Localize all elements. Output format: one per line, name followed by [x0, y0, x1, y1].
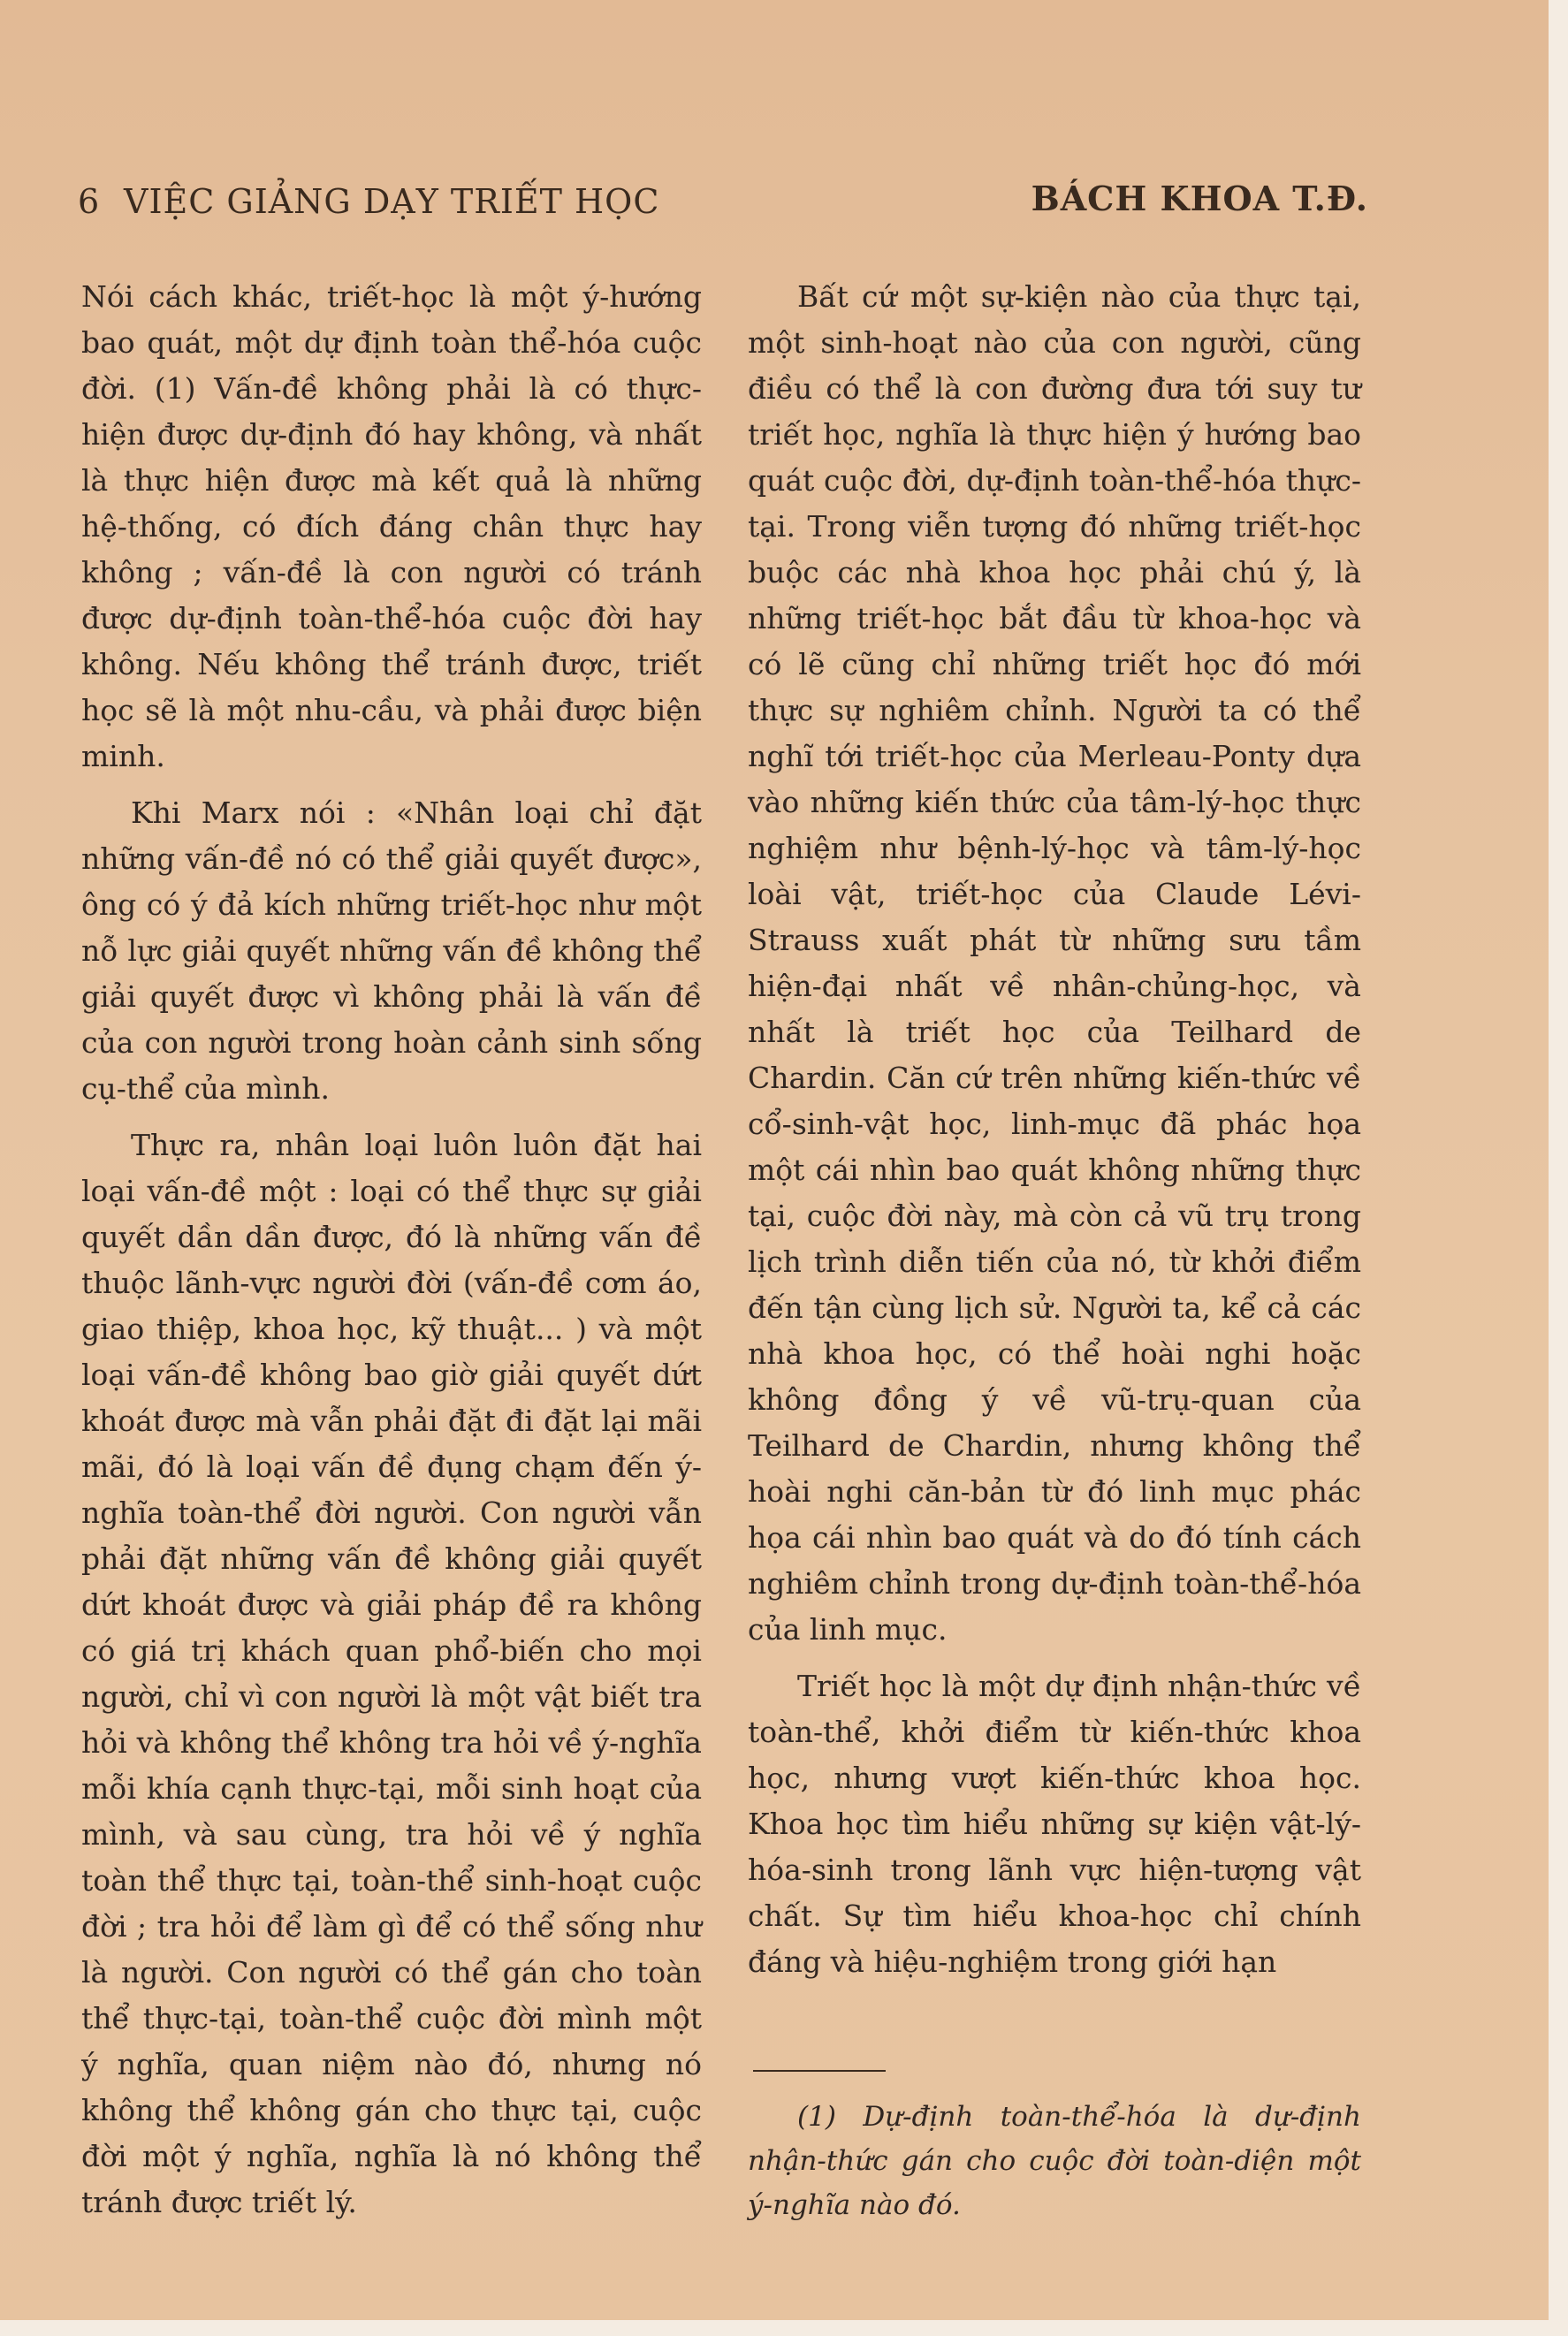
- section-title: VIỆC GIẢNG DẠY TRIẾT HỌC: [124, 182, 660, 221]
- right-column: [748, 274, 1361, 1996]
- running-header: [78, 175, 1368, 228]
- footnote-divider: [753, 2070, 886, 2072]
- left-column: [81, 274, 702, 2236]
- paragraph: Triết học là một dự định nhận-thức về toàn-thể, khởi điểm từ kiến-thức khoa học, nhưng vượt kiến-thức khoa học. Khoa học tìm hiểu những sự kiện vật-lý-hóa-sinh trong lãnh vực hiện-tượng vật chất. Sự tìm hiểu khoa-học chỉ chính đáng và hiệu-nghiệm trong giới hạn: [748, 1669, 1361, 1979]
- page-number: 6: [78, 182, 101, 221]
- paragraph: Nói cách khác, triết-học là một ý-hướng bao quát, một dự định toàn thể-hóa cuộc đời. (1) Vấn-đề không phải là có thực-hiện được dự-định đó hay không, và nhất là thực hiện được mà kết quả là những hệ-thống, có đích đáng chân thực hay không ; vấn-đề là con người có tránh được dự-định toàn-thể-hóa cuộc đời hay không. Nếu không thể tránh được, triết học sẽ là một nhu-cầu, và phải được biện minh.: [81, 279, 702, 773]
- paragraph: Khi Marx nói : «Nhân loại chỉ đặt những vấn-đề nó có thể giải quyết được», ông có ý đả kích những triết-học như một nỗ lực giải quyết những vấn đề không thể giải quyết được vì không phải là vấn đề của con người trong hoàn cảnh sinh sống cụ-thể của mình.: [81, 795, 702, 1106]
- paragraph: Bất cứ một sự-kiện nào của thực tại, một sinh-hoạt nào của con người, cũng điều có thể là con đường đưa tới suy tư triết học, nghĩa là thực hiện ý hướng bao quát cuộc đời, dự-định toàn-thể-hóa thực-tại. Trong viễn tượng đó những triết-học buộc các nhà khoa học phải chú ý, là những triết-học bắt đầu từ khoa-học và có lẽ cũng chỉ những triết học đó mới thực sự nghiêm chỉnh. Người ta có thể nghĩ tới triết-học của Merleau-Ponty dựa vào những kiến thức của tâm-lý-học thực nghiệm như bệnh-lý-học và tâm-lý-học loài vật, triết-học của Claude Lévi-Strauss xuất phát từ những sưu tầm hiện-đại nhất về nhân-chủng-học, và nhất là triết học của Teilhard de Chardin. Căn cứ trên những kiến-thức về cổ-sinh-vật học, linh-mục đã phác họa một cái nhìn bao quát không những thực tại, cuộc đời này, mà còn cả vũ trụ trong lịch trình diễn tiến của nó, từ khởi điểm đến tận cùng lịch sử. Người ta, kể cả các nhà khoa học, có thể hoài nghi hoặc không đồng ý về vũ-trụ-quan của Teilhard de Chardin, nhưng không thể hoài nghi căn-bản từ đó linh mục phác họa cái nhìn bao quát và do đó tính cách nghiêm chỉnh trong dự-định toàn-thể-hóa của linh mục.: [748, 279, 1361, 1647]
- footnote: (1) Dự-định toàn-thể-hóa là dự-định nhận-thức gán cho cuộc đời toàn-diện một ý-nghĩa nào đó.: [748, 2101, 1361, 2221]
- magazine-title: BÁCH KHOA T.Đ.: [1031, 179, 1368, 218]
- page-bottom-edge: [0, 2320, 1568, 2336]
- page-edge: [1549, 0, 1568, 2336]
- paragraph: Thực ra, nhân loại luôn luôn đặt hai loại vấn-đề một : loại có thể thực sự giải quyết dần dần được, đó là những vấn đề thuộc lãnh-vực người đời (vấn-đề cơm áo, giao thiệp, khoa học, kỹ thuật... ) và một loại vấn-đề không bao giờ giải quyết dứt khoát được mà vẫn phải đặt đi đặt lại mãi mãi, đó là loại vấn đề đụng chạm đến ý-nghĩa toàn-thể đời người. Con người vẫn phải đặt những vấn đề không giải quyết dứt khoát được và giải pháp đề ra không có giá trị khách quan phổ-biến cho mọi người, chỉ vì con người là một vật biết tra hỏi và không thể không tra hỏi về ý-nghĩa mỗi khía cạnh thực-tại, mỗi sinh hoạt của mình, và sau cùng, tra hỏi về ý nghĩa toàn thể thực tại, toàn-thể sinh-hoạt cuộc đời ; tra hỏi để làm gì để có thể sống như là người. Con người có thể gán cho toàn thể thực-tại, toàn-thể cuộc đời mình một ý nghĩa, quan niệm nào đó, nhưng nó không thể không gán cho thực tại, cuộc đời một ý nghĩa, nghĩa là nó không thể tránh được triết lý.: [81, 1128, 702, 2219]
